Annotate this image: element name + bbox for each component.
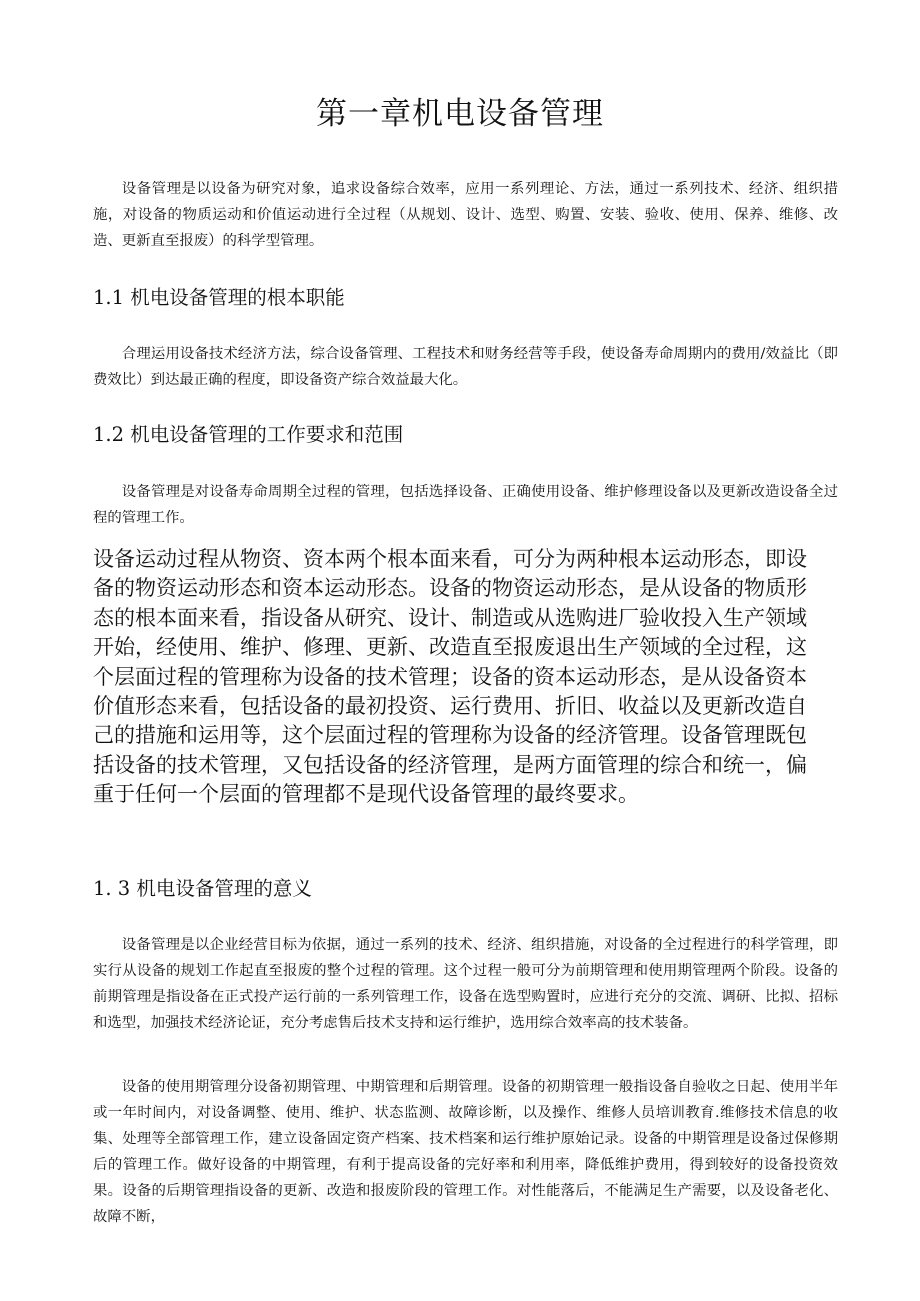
section-heading-1-2: 1.2 机电设备管理的工作要求和范围 [93, 423, 404, 446]
section-1-2-large-paragraph: 设备运动过程从物资、资本两个根本面来看，可分为两种根本运动形态，即设备的物资运动形态和资本运动形态。设备的物资运动形态，是从设备的物质形态的根本面来看，指设备从研究、设计、制造或从选购进厂验收投入生产领域开始，经使用、维护、修理、更新、改造直至报废退出生产领域的全过程，这个层面过程的管理称为设备的技术管理；设备的资本运动形态，是从设备资本价值形态来看，包括设备的最初投资、运行费用、折旧、收益以及更新改造自己的措施和运用等，这个层面过程的管理称为设备的经济管理。设备管理既包括设备的技术管理，又包括设备的经济管理，是两方面管理的综合和统一，偏重于任何一个层面的管理都不是现代设备管理的最终要求。 [93, 547, 807, 807]
section-1-2-paragraph: 设备管理是对设备寿命周期全过程的管理，包括选择设备、正确使用设备、维护修理设备以及更新改造设备全过程的管理工作。 [93, 484, 838, 526]
section-1-1-paragraph: 合理运用设备技术经济方法，综合设备管理、工程技术和财务经营等手段，使设备寿命周期内的费用/效益比（即费效比）到达最正确的程度，即设备资产综合效益最大化。 [93, 346, 838, 388]
intro-paragraph: 设备管理是以设备为研究对象，追求设备综合效率，应用一系列理论、方法，通过一系列技术、经济、组织措施，对设备的物质运动和价值运动进行全过程（从规划、设计、选型、购置、安装、验收、使用、保养、维修、改造、更新直至报废）的科学型管理。 [93, 181, 838, 249]
section-1-3-paragraph-1: 设备管理是以企业经营目标为依据，通过一系列的技术、经济、组织措施，对设备的全过程进行的科学管理，即实行从设备的规划工作起直至报废的整个过程的管理。这个过程一般可分为前期管理和使用期管理两个阶段。设备的前期管理是指设备在正式投产运行前的一系列管理工作，设备在选型购置时，应进行充分的交流、调研、比拟、招标和选型，加强技术经济论证，充分考虑售后技术支持和运行维护，选用综合效率高的技术装备。 [93, 937, 838, 1031]
section-1-3-paragraph-2: 设备的使用期管理分设备初期管理、中期管理和后期管理。设备的初期管理一般指设备自验收之日起、使用半年或一年时间内，对设备调整、使用、维护、状态监测、故障诊断，以及操作、维修人员培训教育.维修技术信息的收集、处理等全部管理工作，建立设备固定资产档案、技术档案和运行维护原始记录。设备的中期管理是设备过保修期后的管理工作。做好设备的中期管理，有利于提高设备的完好率和利用率，降低维护费用，得到较好的设备投资效果。设备的后期管理指设备的更新、改造和报废阶段的管理工作。对性能落后，不能满足生产需要，以及设备老化、故障不断， [93, 1079, 839, 1225]
section-heading-1-1: 1.1 机电设备管理的根本职能 [93, 286, 345, 309]
section-heading-1-3: 1. 3 机电设备管理的意义 [93, 877, 312, 900]
chapter-title: 第一章机电设备管理 [316, 96, 604, 132]
